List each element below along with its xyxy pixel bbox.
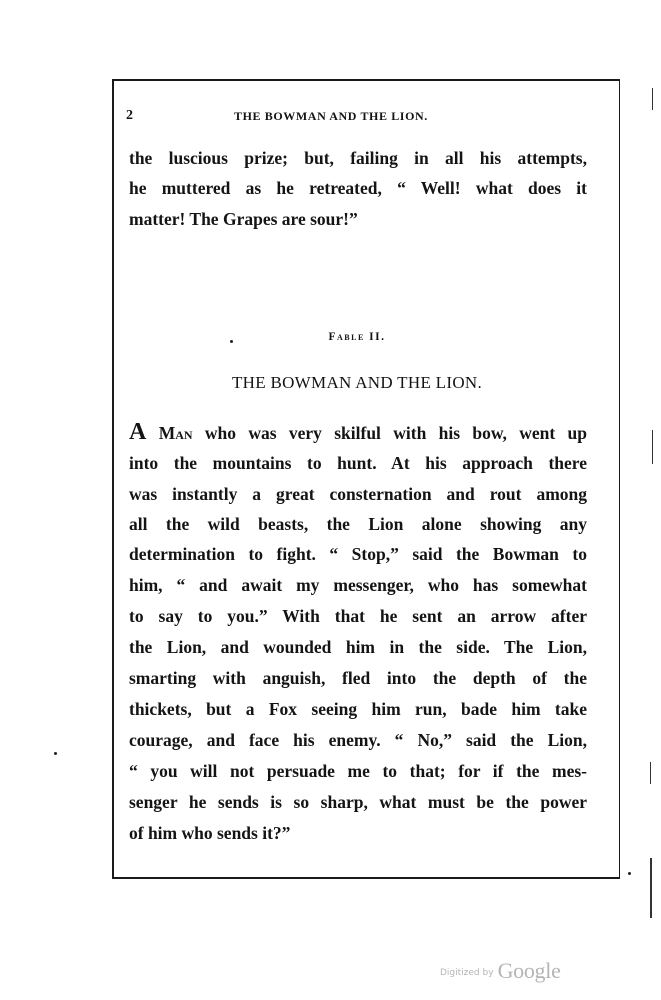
drop-cap: A	[129, 419, 147, 445]
frame-top-rule	[112, 79, 620, 81]
frame-bottom-rule	[112, 877, 620, 879]
digitized-by-label: Digitized by	[440, 968, 494, 978]
edge-mark	[650, 858, 652, 918]
text-line: “ you will not persuade me to that; for if the mes-	[129, 761, 587, 781]
running-head	[126, 106, 586, 128]
text-line: was instantly a great consternation and rout among	[129, 484, 587, 504]
text-line: the Lion, and wounded him in the side. The Lion,	[129, 637, 587, 657]
running-title: THE BOWMAN AND THE LION.	[234, 109, 428, 123]
ink-speck	[628, 872, 631, 875]
digitized-by-google-watermark	[440, 958, 561, 982]
text-line: of him who sends it?”	[129, 823, 291, 843]
first-line-rest: who was very skilful with his bow, went up	[192, 423, 587, 443]
ink-speck	[54, 752, 57, 755]
text-line: the luscious prize; but, failing in all his attempts,	[129, 148, 587, 168]
text-line: matter! The Grapes are sour!”	[129, 209, 358, 229]
text-line: he muttered as he retreated, “ Well! what does it	[129, 178, 587, 198]
text-line: to say to you.” With that he sent an arrow after	[129, 606, 587, 626]
fable-number: Fable II.	[328, 331, 386, 343]
text-line: him, “ and await my messenger, who has somewhat	[129, 575, 587, 595]
text-line: thickets, but a Fox seeing him run, bade him take	[129, 699, 587, 719]
text-line: into the mountains to hunt. At his approach there	[129, 453, 587, 473]
text-line: determination to fight. “ Stop,” said the Bowman to	[129, 544, 587, 564]
google-logo-text: Google	[497, 958, 561, 983]
text-line: all the wild beasts, the Lion alone showing any	[129, 514, 587, 534]
text-line: smarting with anguish, fled into the depth of the	[129, 668, 587, 688]
edge-mark	[652, 430, 653, 464]
text-line: senger he sends is so sharp, what must be the power	[129, 792, 587, 812]
page-number: 2	[126, 108, 134, 123]
text-line-first	[129, 421, 587, 444]
edge-mark	[652, 88, 653, 110]
frame-left-rule	[112, 79, 114, 879]
frame-right-rule	[619, 79, 620, 879]
fable-title: THE BOWMAN AND THE LION.	[231, 373, 483, 392]
first-word-small-caps: Man	[158, 423, 193, 443]
text-line: courage, and face his enemy. “ No,” said the Lion,	[129, 730, 587, 750]
edge-mark	[650, 762, 651, 784]
